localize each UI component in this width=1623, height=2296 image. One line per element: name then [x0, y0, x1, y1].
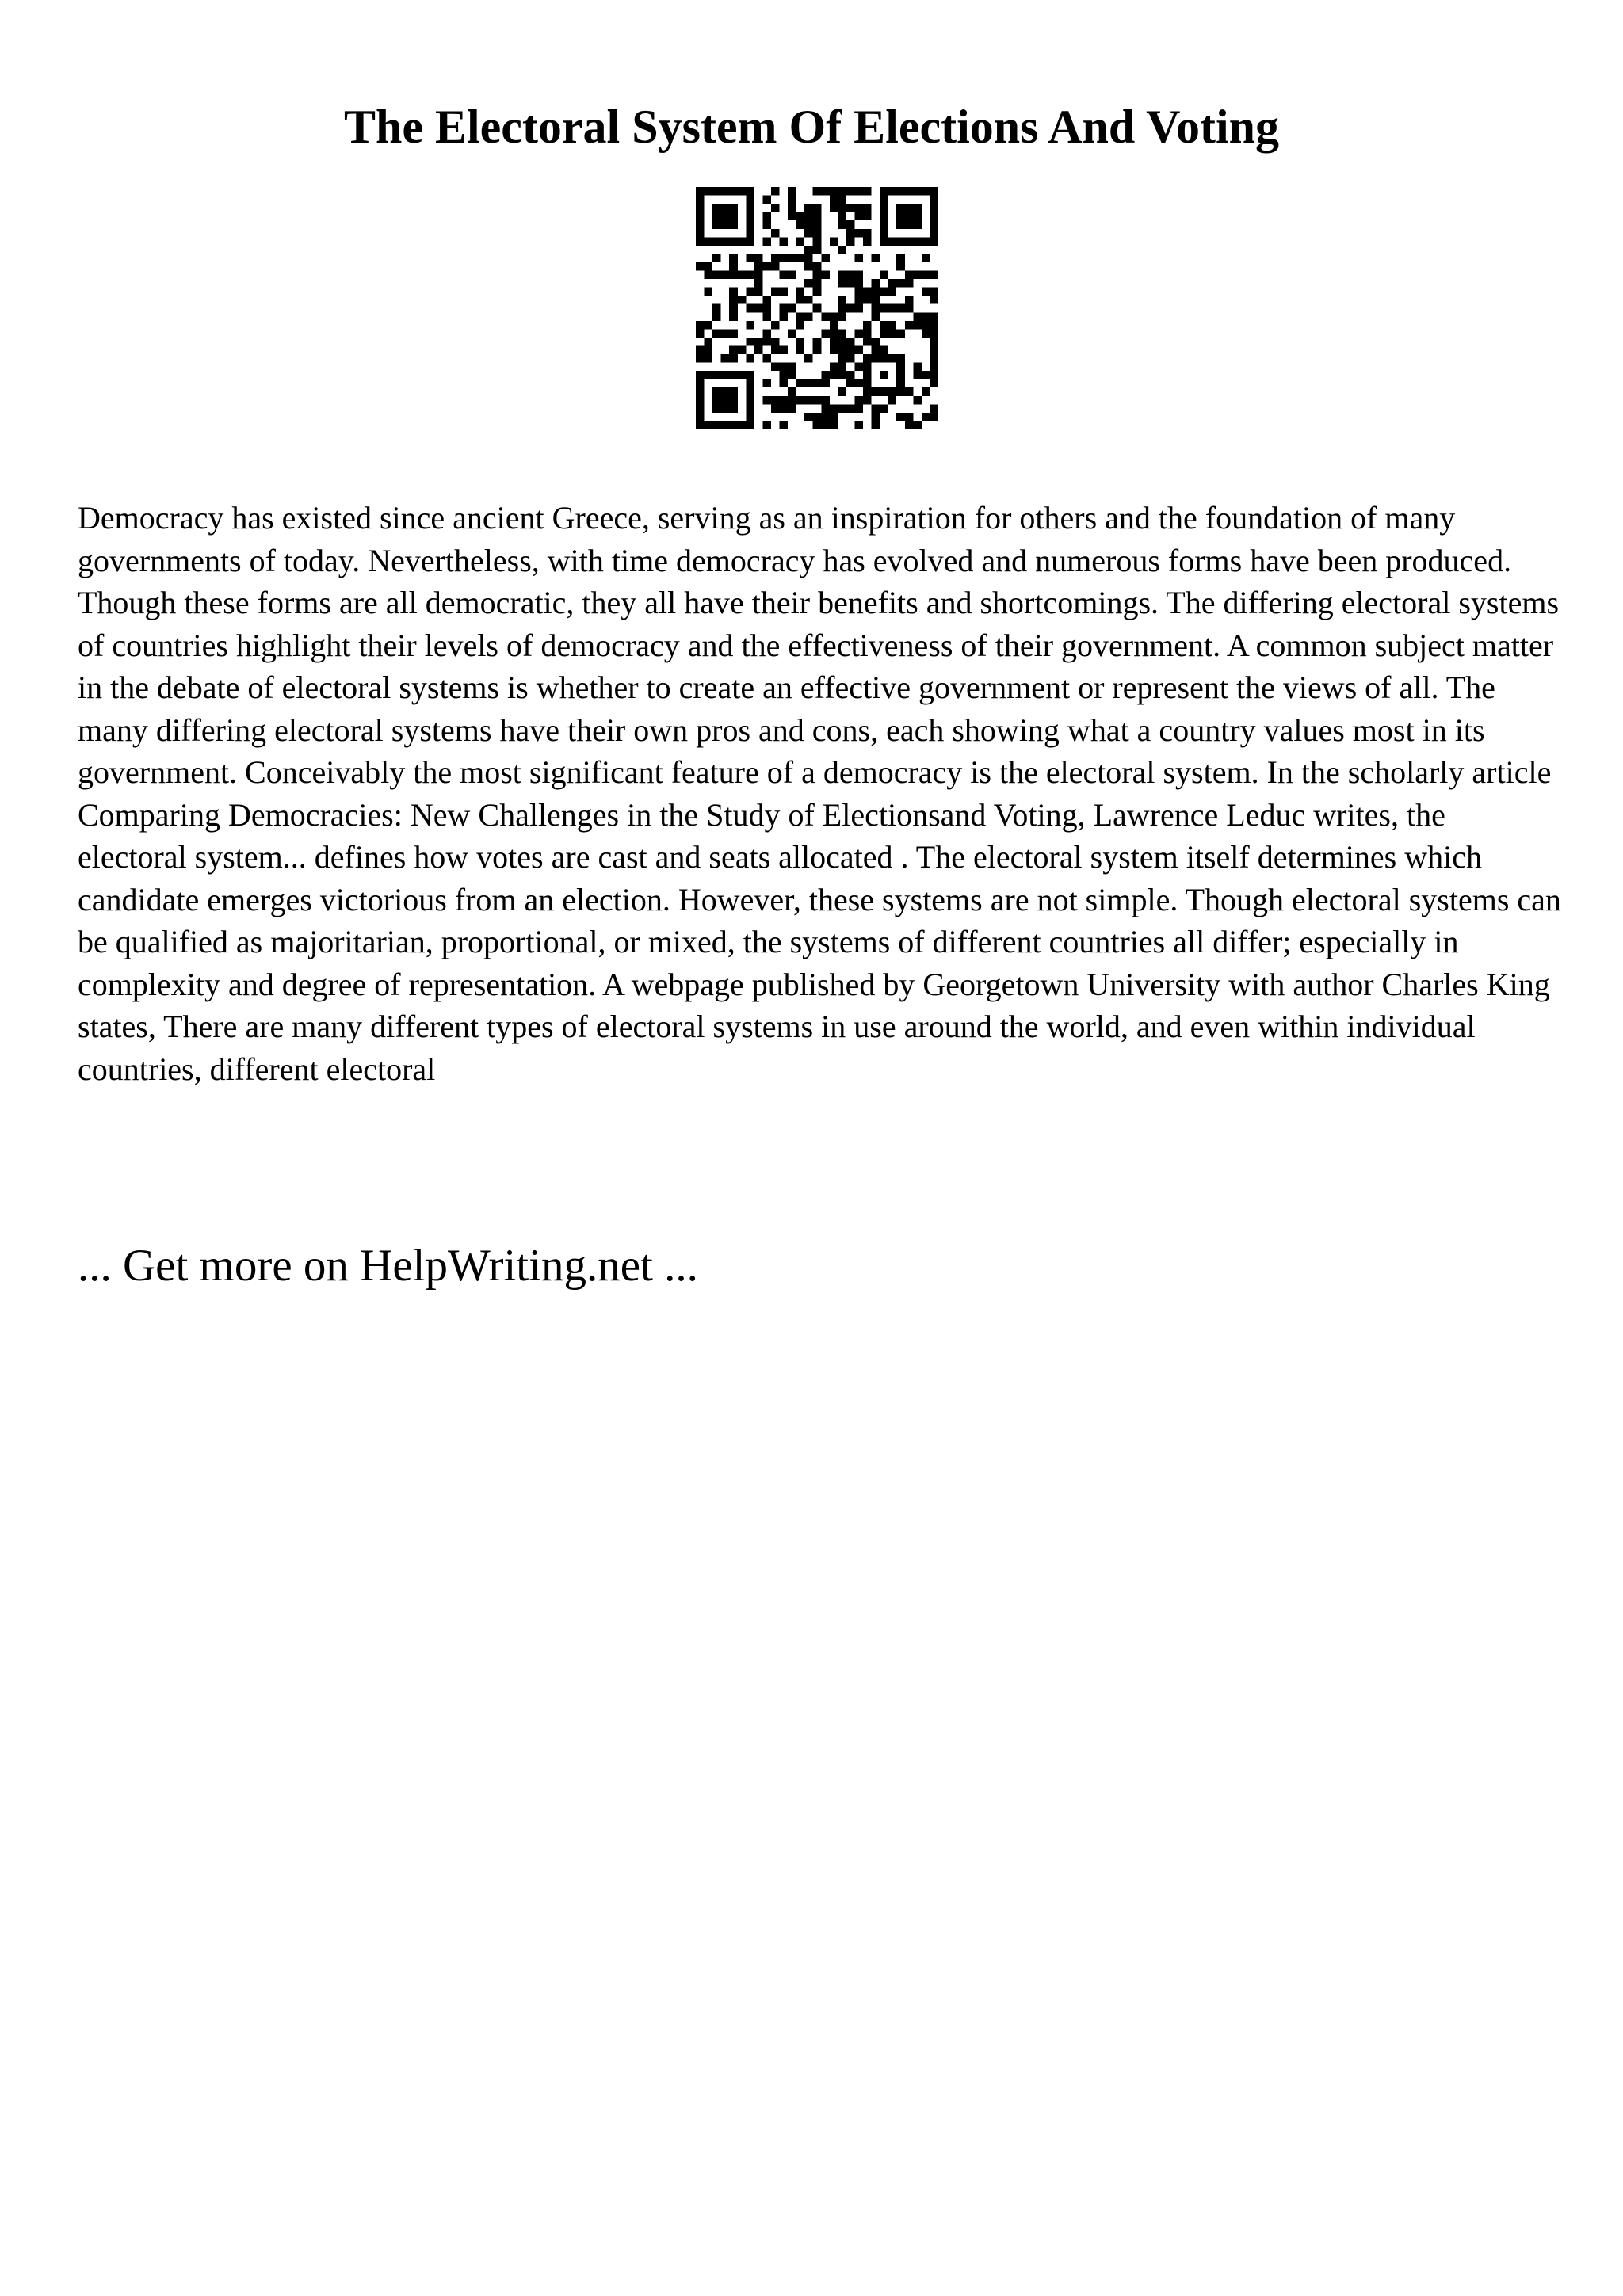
- document-body: Democracy has existed since ancient Greece, serving as an inspiration for others and the foundation of many governments of today. Nevertheless, with time democracy has evolved and numerous forms have been produced. Though these forms are all democratic, they all have their benefits and shortcomings. The differing electoral systems of countries highlight their levels of democracy and the effectiveness of their government. A common subject matter in the debate of electoral systems is whether to create an effective government or represent the views of all. The many differing electoral systems have their own pros and cons, each showing what a country values most in its government. Conceivably the most significant feature of a democracy is the electoral system. In the scholarly article Comparing Democracies: New Challenges in the Study of Electionsand Voting, Lawrence Leduc writes, the electoral system... defines how votes are cast and seats allocated . The electoral system itself determines which candidate emerges victorious from an election. However, these systems are not simple. Though electoral systems can be qualified as majoritarian, proportional, or mixed, the systems of different countries all differ; especially in complexity and degree of representation. A webpage published by Georgetown University with author Charles King states, There are many different types of electoral systems in use around the world, and even within individual countries, different electoral: [78, 500, 1561, 1087]
- more-link[interactable]: ... Get more on HelpWriting.net ...: [78, 1241, 698, 1291]
- document-title: The Electoral System Of Elections And Voting: [343, 101, 1280, 153]
- qr-code-icon[interactable]: [696, 187, 938, 429]
